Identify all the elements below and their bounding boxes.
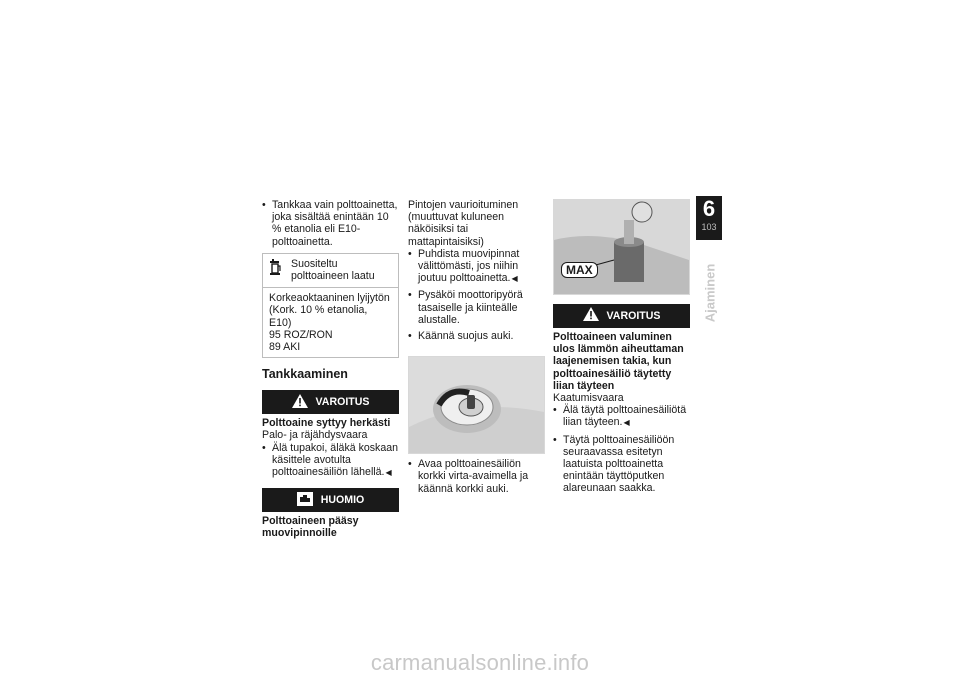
bullet-clean: • Puhdista muovipinnat välittömästi, jos niihin joutuu polttoainetta.◀ <box>408 248 545 286</box>
end-mark-icon: ◀ <box>385 468 392 478</box>
warning-label: VAROITUS <box>315 396 370 409</box>
fuel-spec-box <box>262 253 399 358</box>
column-1 <box>262 199 399 540</box>
warning-subtitle: Palo- ja räjähdysvaara <box>262 429 368 442</box>
end-mark-icon: ◀ <box>623 418 630 428</box>
warning-triangle-icon <box>583 307 599 324</box>
chapter-tab <box>696 196 722 240</box>
spec-line: (Kork. 10 % etanolia, E10) <box>269 304 368 329</box>
notice-title: Polttoaineen pääsy muovipinnoille <box>262 515 359 540</box>
warning-title: Polttoaine syttyy herkästi <box>262 417 391 430</box>
bullet-fill-level: • Täytä polttoainesäiliöön seuraavassa esitetyn laatuista polttoainetta enintään täyttöputken alareunaan saakka. <box>553 434 690 495</box>
chapter-number: 6 <box>702 196 716 221</box>
end-mark-icon: ◀ <box>511 274 518 284</box>
warning-banner <box>262 390 399 414</box>
warning-label: VAROITUS <box>606 309 661 322</box>
intro-bullet: • Tankkaa vain polttoainetta, joka sisältää enintään 10 % etanolia eli E10-polttoainetta. <box>262 199 399 248</box>
bullet-open-cap: • Avaa polttoainesäiliön korkki virta-avaimella ja käännä korkki auki. <box>408 458 545 495</box>
section-title: Tankkaaminen <box>262 367 348 382</box>
warning-bullet: • Älä tupakoi, äläkä koskaan käsittele avotulta polttoainesäiliön lähellä.◀ <box>262 442 399 480</box>
chapter-title: Ajaminen <box>702 263 718 322</box>
footer-watermark: carmanualsonline.info <box>370 650 590 675</box>
fuel-filler-photo <box>553 199 690 295</box>
fuel-pump-icon <box>269 258 283 282</box>
fuel-spec-values <box>263 288 398 357</box>
column-3 <box>553 199 690 495</box>
fuel-cap-photo <box>408 356 545 454</box>
chapter-title-vertical <box>702 245 718 340</box>
warning-title: Polttoaineen valuminen ulos lämmön aiheuttaman laajenemisen takia, kun polttoainesäiliö täytetty liian täyteen <box>553 331 684 392</box>
max-label: MAX <box>561 262 598 278</box>
spec-line: 89 AKI <box>269 341 301 354</box>
bullet-open-cover: • Käännä suojus auki. <box>408 330 545 342</box>
warning-triangle-icon <box>292 394 308 411</box>
fuel-spec-header <box>263 254 398 288</box>
warning-subtitle: Kaatumisvaara <box>553 392 624 405</box>
page-number: 103 <box>701 222 717 232</box>
notice-banner <box>262 488 399 512</box>
damage-text: Pintojen vaurioituminen (muuttuvat kuluneen näköisiksi tai mattapintaisiksi) <box>408 199 519 248</box>
bullet-no-overfill: • Älä täytä polttoainesäiliötä liian täyteen.◀ <box>553 404 690 429</box>
fuel-spec-label: Suositeltu polttoaineen laatu <box>291 257 375 283</box>
spec-line: Korkeaoktaaninen lyijytön <box>269 292 390 305</box>
bullet-park: • Pysäköi moottoripyörä tasaiselle ja kiinteälle alustalle. <box>408 289 545 326</box>
notice-hand-icon <box>297 492 313 509</box>
notice-label: HUOMIO <box>320 494 365 507</box>
spec-line: 95 ROZ/RON <box>269 328 333 341</box>
warning-banner-2 <box>553 304 690 328</box>
column-2 <box>408 199 545 495</box>
